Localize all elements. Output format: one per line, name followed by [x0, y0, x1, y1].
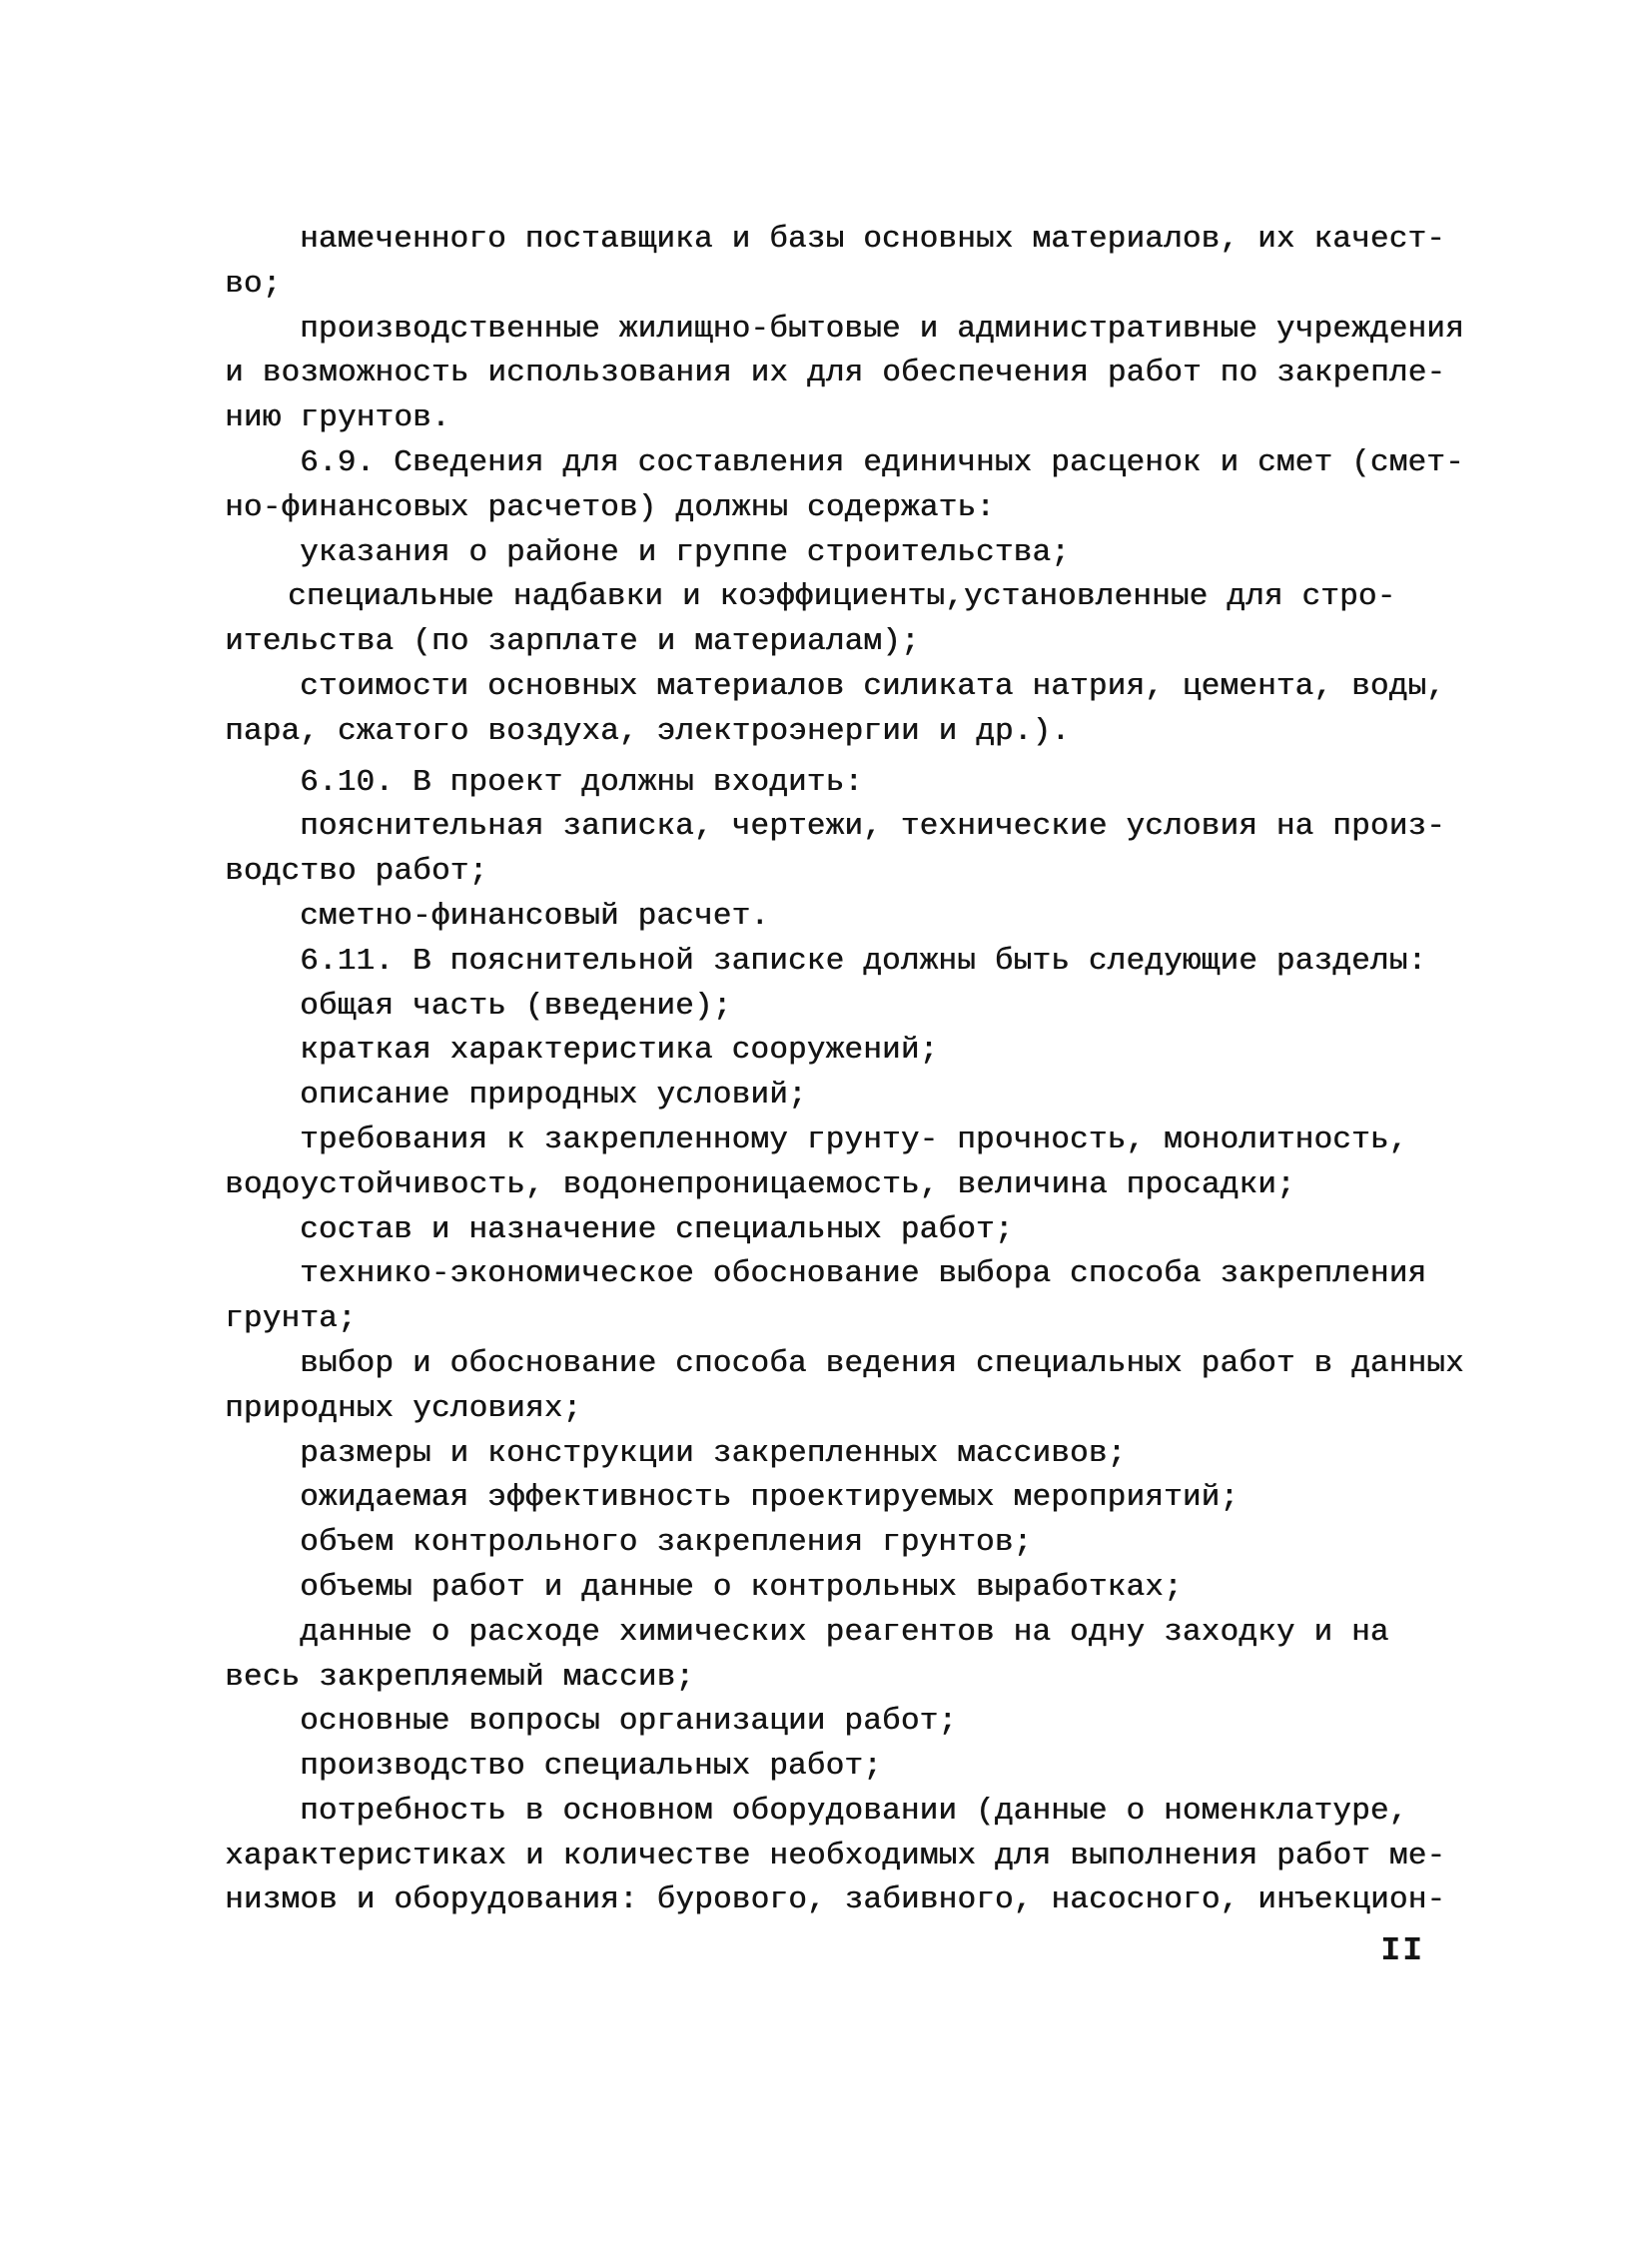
text-line: водоустойчивость, водонепроницаемость, величина просадки;	[225, 1166, 1295, 1202]
text-line: характеристиках и количестве необходимых для выполнения работ ме-	[225, 1838, 1446, 1873]
text-line: низмов и оборудования: бурового, забивного, насосного, инъекцион-	[225, 1882, 1446, 1918]
list-item: описание природных условий;	[300, 1078, 807, 1114]
text-line: пара, сжатого воздуха, электроэнергии и др.).	[225, 713, 1071, 749]
list-item: объемы работ и данные о контрольных выработках;	[300, 1569, 1183, 1605]
text-line: нию грунтов.	[225, 400, 450, 436]
list-item: технико-экономическое обоснование выбора способа закрепления	[300, 1256, 1427, 1292]
body-text	[225, 218, 1464, 1923]
list-item: выбор и обоснование способа ведения специальных работ в данных	[300, 1345, 1464, 1381]
text-line: во;	[225, 266, 282, 302]
section-heading-6-11: 6.11. В пояснительной записке должны быть следующие разделы:	[300, 943, 1427, 979]
list-item: общая часть (введение);	[300, 988, 732, 1024]
section-heading-6-9: 6.9. Сведения для составления единичных расценок и смет (смет-	[300, 444, 1464, 480]
list-item: стоимости основных материалов силиката натрия, цемента, воды,	[300, 668, 1445, 704]
list-item: основные вопросы организации работ;	[300, 1704, 958, 1740]
section-heading-6-10: 6.10. В проект должны входить:	[300, 764, 864, 800]
text-line: производственные жилищно-бытовые и административные учреждения	[300, 311, 1464, 347]
list-item: потребность в основном оборудовании (данные о номенклатуре,	[300, 1793, 1408, 1829]
text-line: водство работ;	[225, 854, 488, 890]
list-item: указания о районе и группе строительства;	[300, 534, 1070, 570]
list-item: размеры и конструкции закрепленных массивов;	[300, 1435, 1127, 1471]
list-item: краткая характеристика сооружений;	[300, 1033, 939, 1069]
list-item: требования к закрепленному грунту- прочность, монолитность,	[300, 1121, 1408, 1157]
text-line: ительства (по зарплате и материалам);	[225, 624, 920, 660]
page-number: II	[1380, 1932, 1424, 1969]
list-item: ожидаемая эффективность проектируемых мероприятий;	[300, 1480, 1239, 1516]
list-item: производство специальных работ;	[300, 1749, 882, 1785]
list-item: объем контрольного закрепления грунтов;	[300, 1525, 1033, 1561]
text-line: и возможность использования их для обеспечения работ по закрепле-	[225, 356, 1446, 391]
text-line: природных условиях;	[225, 1390, 582, 1426]
text-line: весь закрепляемый массив;	[225, 1659, 695, 1695]
text-line: грунта;	[225, 1301, 357, 1337]
list-item: данные о расходе химических реагентов на одну заходку и на	[300, 1614, 1389, 1650]
text-line: но-финансовых расчетов) должны содержать:	[225, 489, 995, 525]
list-item: пояснительная записка, чертежи, технические условия на произ-	[300, 809, 1445, 845]
list-item: специальные надбавки и коэффициенты,установленные для стро-	[288, 579, 1396, 615]
list-item: сметно-финансовый расчет.	[300, 898, 770, 934]
text-line: намеченного поставщика и базы основных материалов, их качест-	[300, 222, 1445, 257]
list-item: состав и назначение специальных работ;	[300, 1211, 1014, 1247]
